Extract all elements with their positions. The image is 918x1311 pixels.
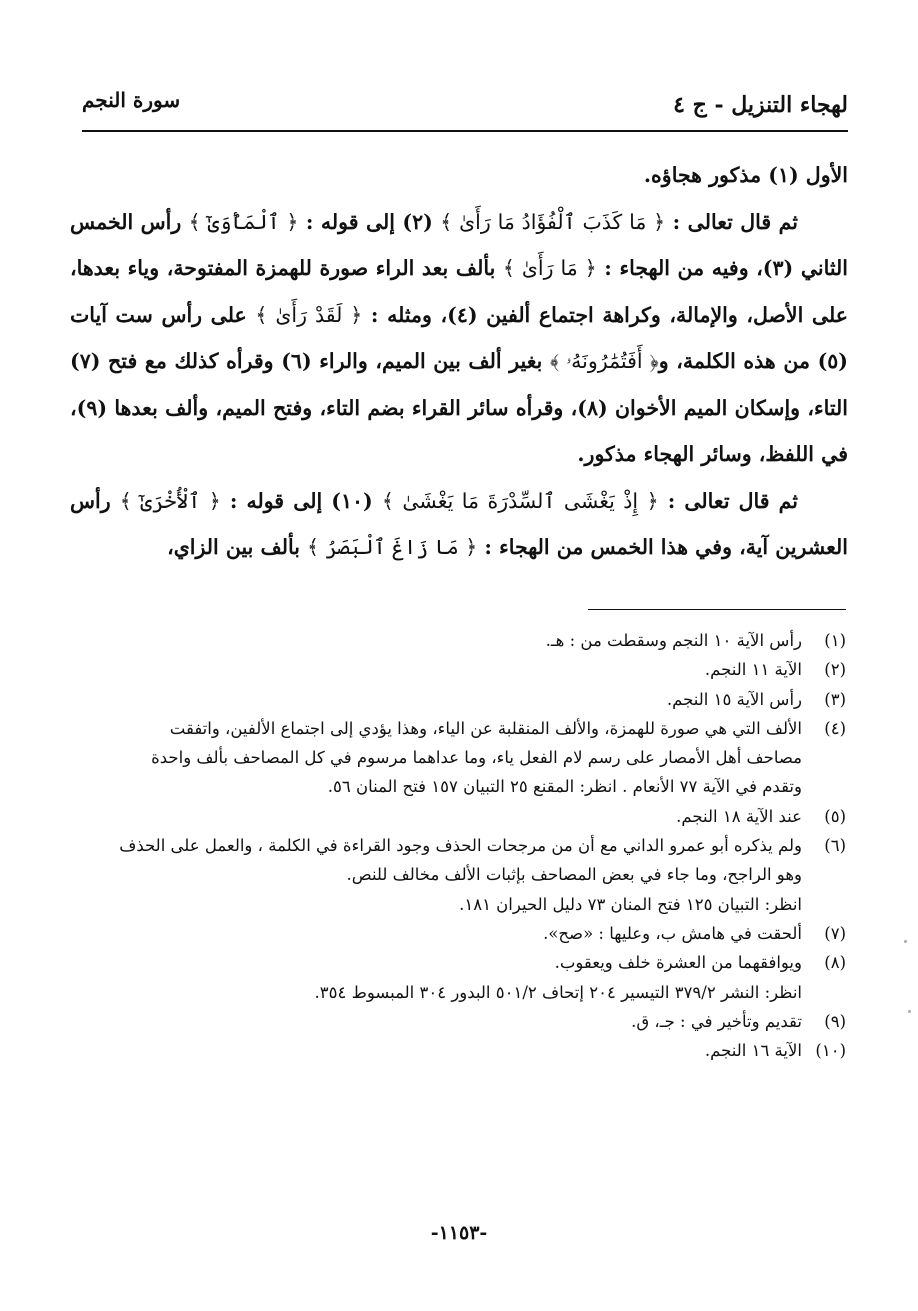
footnote-line: الآية ١١ النجم. [704,660,802,680]
text-run: بغير ألف بين الميم، والراء (٦) وقرأه كذلك مع فتح (٧) التاء، وإسكان الميم الأخوان (٨)، وقرأه سائر القراء بضم التاء، وفتح الميم، وألف بعدها (٩)، في اللفظ، وسائر الهجاء مذكور. [70,349,848,466]
text-run: رأس العشرين آية، وفي هذا الخمس من الهجاء : [70,488,848,559]
footnote-text [82,1036,802,1065]
footnote-separator [588,609,846,610]
footnote-number: (١) [824,631,846,650]
quran-quote: ﴿ أَفَتُمَٰرُونَهُۥ ﴾ [549,349,659,373]
footnote-line: تقديم وتأخير في : جـ، ق. [631,1011,802,1031]
footnote-line: انظر: التبيان ١٢٥ فتح المنان ٧٣ دليل الحيران ١٨١. [459,894,802,914]
quran-quote: ﴿ مَا زَاغَ ٱلْبَصَرُ ﴾ [307,535,478,559]
footnote-item [82,831,846,919]
paragraph-1: الأول (١) مذكور هجاؤه. [643,163,848,187]
footnote-text [82,655,802,684]
footnote-line: الآية ١٦ النجم. [704,1041,802,1061]
quran-quote: ﴿ مَا رَأَىٰ ﴾ [502,256,597,280]
footnote-item [82,948,846,1007]
footnote-number: (٨) [824,953,846,973]
text-run: ثم قال تعالى : [658,488,798,513]
footnote-item [82,714,846,802]
footnotes [82,626,846,1065]
surah-title: سورة النجم [82,88,181,112]
footnote-number: (٩) [824,1011,846,1031]
footnote-number: (٢) [824,660,846,680]
text-run: بألف بين الزاي، [167,535,308,559]
footnote-item [82,685,846,714]
footnote-item [82,802,846,831]
footnote-text [82,1007,802,1036]
footnote-line: عند الآية ١٨ النجم. [676,806,802,826]
text-run: على رأس ست آيات (٥) من هذه الكلمة، و [70,302,848,373]
footnote-item [82,626,846,655]
quran-quote: ﴿ إِذْ يَغْشَى ٱلسِّدْرَةَ مَا يَغْشَىٰ ﴾ [381,488,659,513]
footnote-text [82,831,802,919]
running-header [82,82,848,132]
footnote-line: الألف التي هي صورة للهمزة، والألف المنقلبة عن الياء، وهذا يؤدي إلى اجتماع الألفين، واتفقت [169,718,802,738]
text-run: ثم قال تعالى : [665,209,798,234]
footnote-number: (٦) [824,836,846,856]
footnote-text [82,919,802,948]
footnote-line: رأس الآية ١٥ النجم. [666,689,802,709]
footnote-line: ألحقت في هامش ب، وعليها : «صح». [543,923,802,943]
scan-speck [908,1010,911,1013]
footnote-number: (٤) [824,718,846,738]
text-run: (١٠) إلى قوله : [220,488,382,513]
footnote-line: وتقدم في الآية ٧٧ الأنعام . انظر: المقنع ٢٥ التبيان ١٥٧ فتح المنان ٥٦. [327,777,802,797]
text-run: بألف بعد الراء صورة للهمزة المفتوحة، وياء بعدها، على الأصل، والإمالة، وكراهة اجتماع ألفين (٤)، ومثله : [70,256,848,327]
quran-quote: ﴿ ٱلْأُخْرَىٰٓ ﴾ [119,488,221,513]
footnote-line: انظر: النشر ٣٧٩/٢ التيسير ٢٠٤ إتحاف ٥٠١/٢ البدور ٣٠٤ المبسوط ٣٥٤. [314,982,802,1002]
footnote-text [82,802,802,831]
quran-quote: ﴿ ٱلْمَأْوَىٰٓ ﴾ [188,209,299,234]
footnote-line: رأس الآية ١٠ النجم وسقطت من : هـ. [545,631,802,650]
footnote-item [82,655,846,684]
footnote-text [82,948,802,1007]
footnote-number: (١٠) [815,1041,846,1061]
quran-quote: ﴿ مَا كَذَبَ ٱلْفُؤَادُ مَا رَأَىٰ ﴾ [440,209,666,234]
quran-quote: ﴿ لَقَدْ رَأَىٰ ﴾ [255,302,363,327]
footnote-line: مصاحف أهل الأمصار على رسم لام الفعل ياء، وما عداهما مرسوم في كل المصاحف بألف واحدة [151,748,802,768]
paragraph-2 [70,199,848,478]
footnote-text [82,714,802,802]
text-run: (٢) إلى قوله : [298,209,441,234]
footnote-line: ويوافقهما من العشرة خلف ويعقوب. [554,953,802,973]
scan-speck [904,940,907,943]
text-run: رأس الخمس الثاني (٣)، وفيه من الهجاء : [70,209,848,280]
page-number: -١١٥٣- [430,1222,488,1244]
footnote-item [82,1007,846,1036]
main-text [70,152,848,571]
paragraph-3 [70,478,848,571]
footnote-number: (٣) [824,689,846,709]
footnote-item [82,919,846,948]
footnote-text [82,626,802,655]
footnote-text [82,685,802,714]
footnote-item [82,1036,846,1065]
footnote-number: (٥) [824,806,846,826]
book-title: لهجاء التنزيل - ج ٤ [673,92,848,118]
footnote-number: (٧) [824,923,846,943]
footnote-line: وهو الراجح، وما جاء في بعض المصاحف بإثبات الألف مخالف للنص. [346,865,802,885]
footnote-line: ولم يذكره أبو عمرو الداني مع أن من مرجحات الحذف وجود القراءة في الكلمة ، والعمل على الحذف [119,836,802,856]
